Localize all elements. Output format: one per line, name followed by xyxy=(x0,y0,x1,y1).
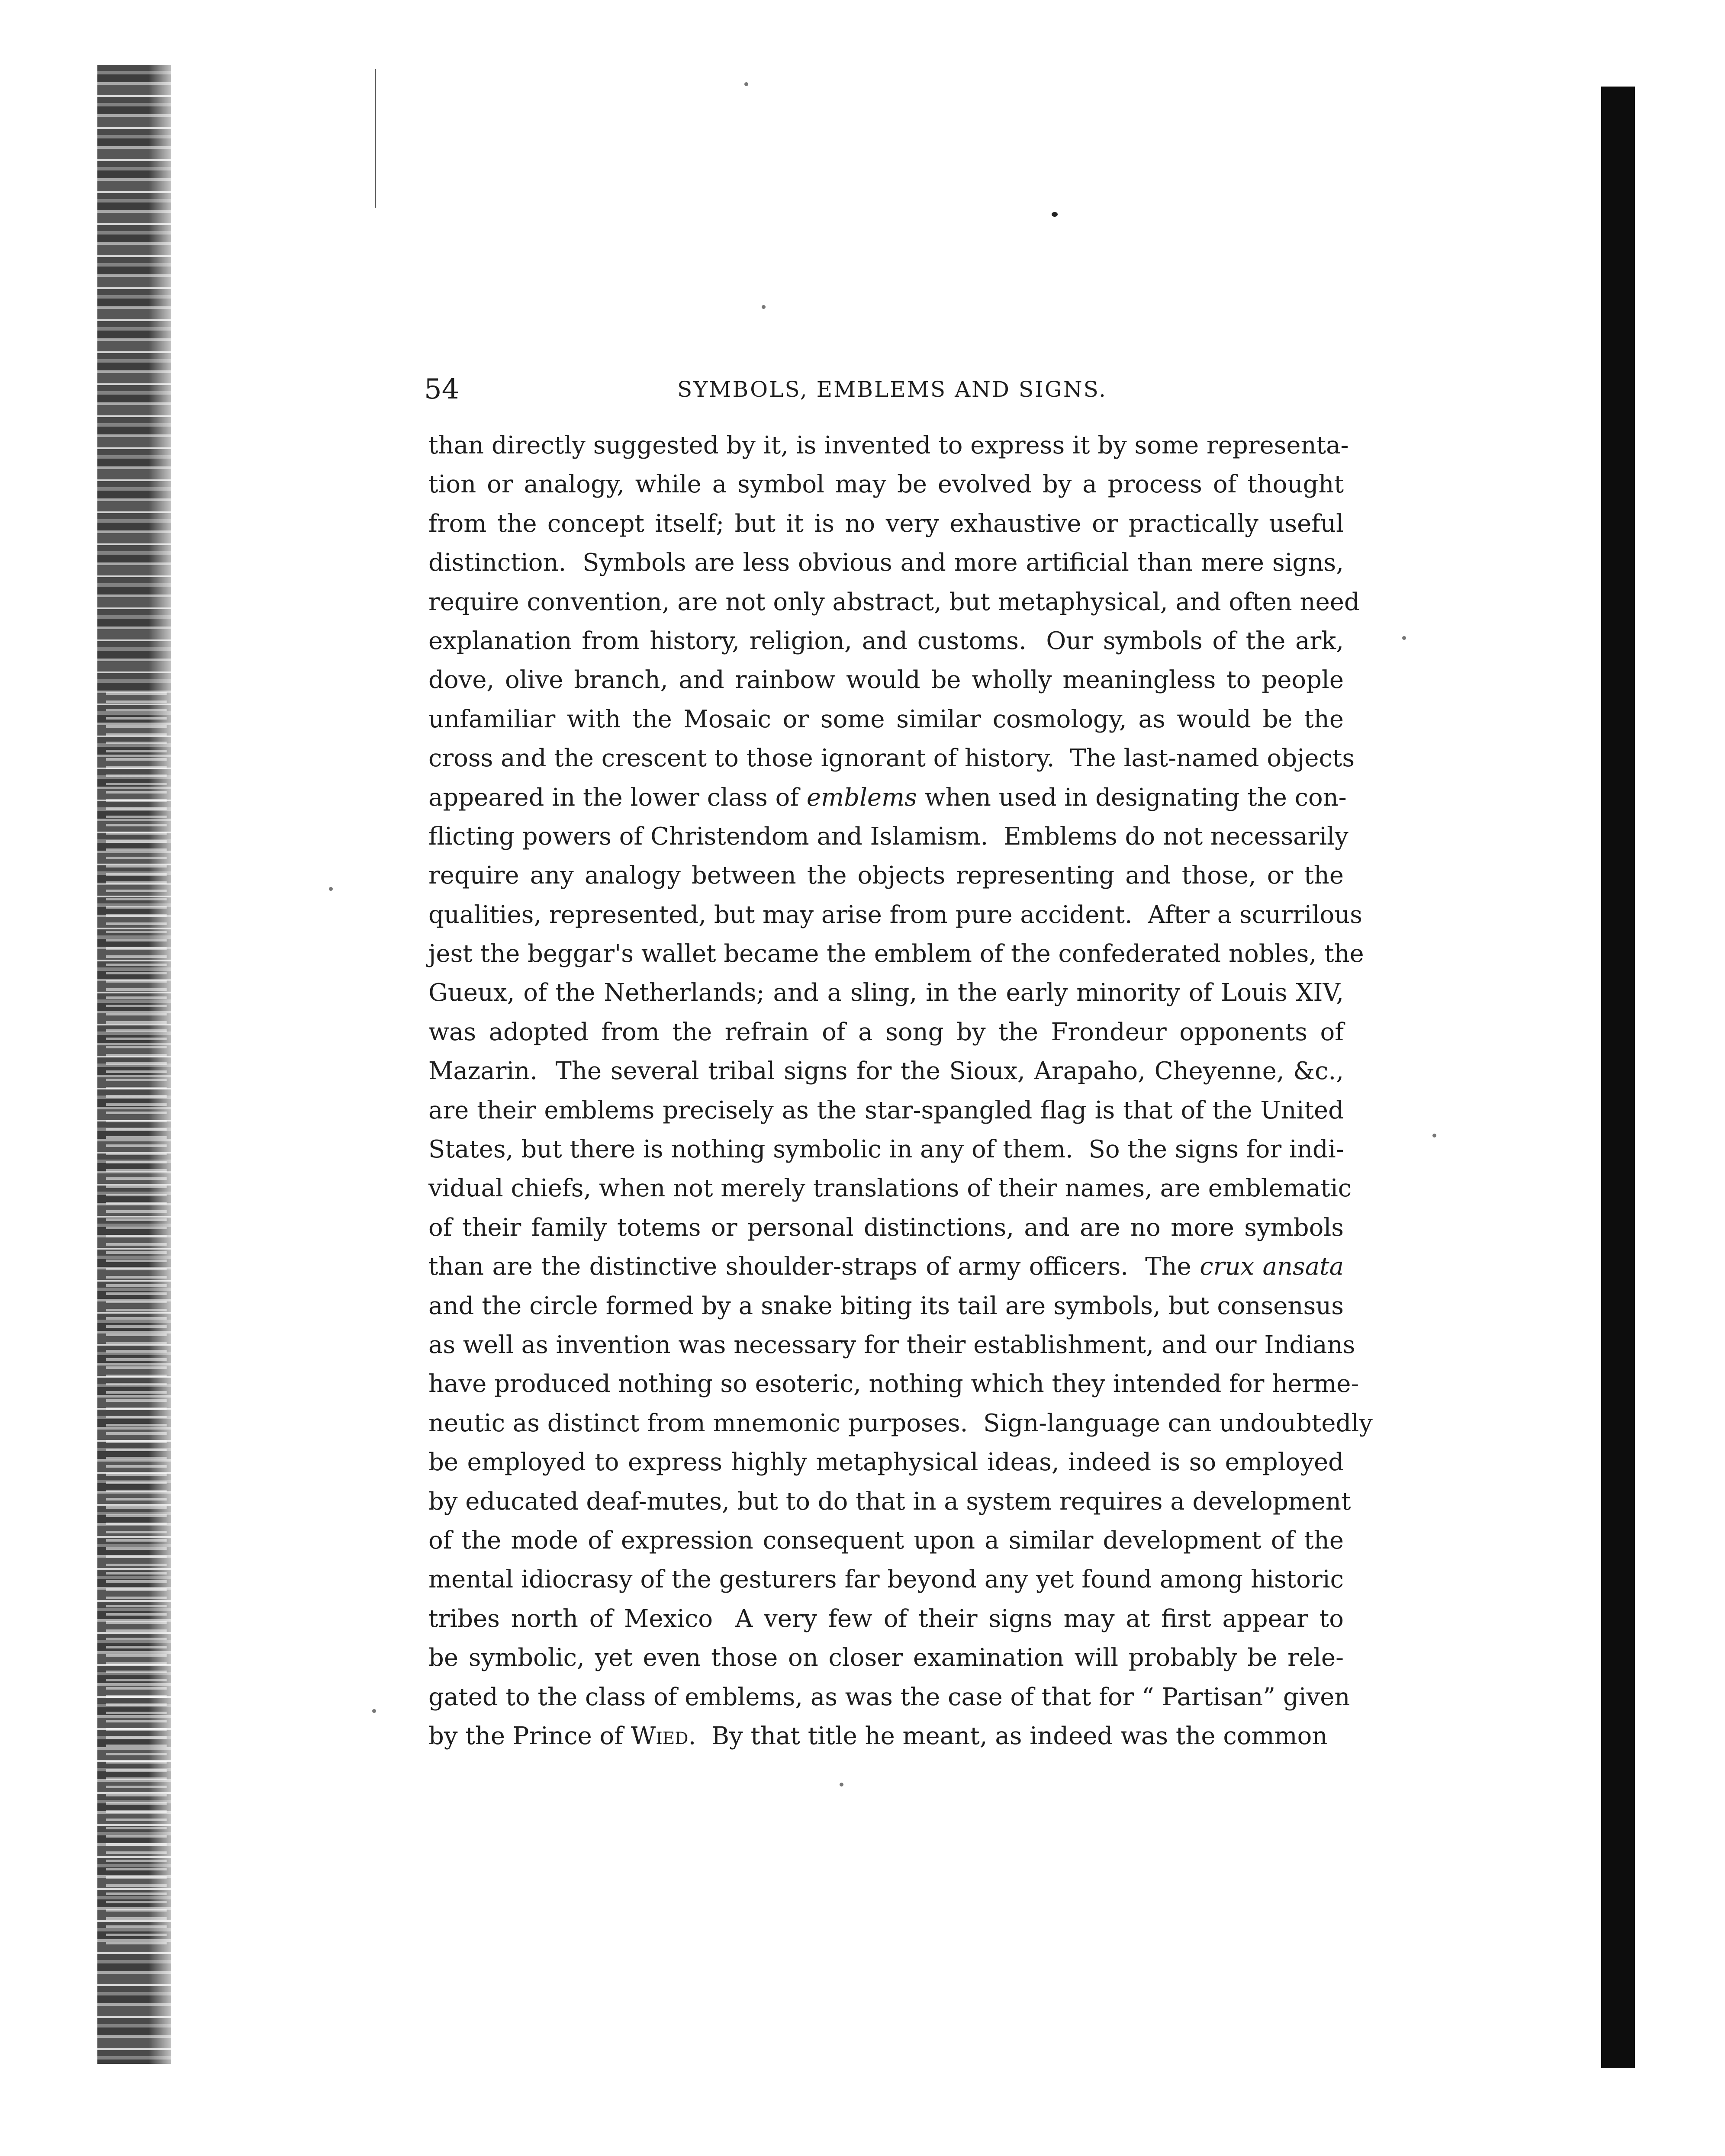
line-fragment: Mazarin. The several tribal signs for the Sioux, Arapaho, Cheyenne, &c., xyxy=(428,1057,1344,1086)
text-line xyxy=(428,1052,1344,1091)
line-fragment: have produced nothing so esoteric, nothing which they intended for herme- xyxy=(428,1370,1359,1398)
line-fragment: qualities, represented, but may arise from pure accident. After a scurrilous xyxy=(428,900,1362,929)
page-number: 54 xyxy=(424,373,460,405)
line-fragment: be symbolic, yet even those on closer examination will probably be rele- xyxy=(428,1644,1344,1672)
text-line xyxy=(428,1208,1344,1247)
scan-speck xyxy=(329,887,333,891)
text-line xyxy=(428,739,1355,778)
text-line xyxy=(428,1091,1344,1130)
margin-pencil-line xyxy=(375,69,376,208)
scan-speck xyxy=(762,305,766,309)
text-line xyxy=(428,1169,1352,1208)
text-line xyxy=(428,661,1344,700)
text-line xyxy=(428,426,1349,465)
line-fragment: than are the distinctive shoulder-straps of army officers. The xyxy=(428,1253,1200,1281)
line-fragment: require any analogy between the objects representing and those, or the xyxy=(428,861,1344,890)
italic-term: crux ansata xyxy=(1200,1253,1344,1281)
scan-speck xyxy=(1402,636,1406,640)
text-line xyxy=(428,817,1348,856)
line-fragment: by educated deaf-mutes, but to do that in a system requires a development xyxy=(428,1487,1351,1516)
text-line xyxy=(428,1130,1344,1169)
scan-speck xyxy=(1052,212,1058,217)
line-fragment: dove, olive branch, and rainbow would be wholly meaningless to people xyxy=(428,666,1344,694)
line-fragment: . By that title he meant, as indeed was the common xyxy=(688,1722,1328,1750)
text-line xyxy=(428,1247,1344,1286)
text-line xyxy=(428,583,1360,622)
body-text xyxy=(428,426,1373,1756)
line-fragment: vidual chiefs, when not merely translations of their names, are emblematic xyxy=(428,1174,1352,1203)
text-line xyxy=(428,1482,1351,1521)
line-fragment: tion or analogy, while a symbol may be evolved by a process of thought xyxy=(428,470,1344,499)
line-fragment: neutic as distinct from mnemonic purposes. Sign-language can undoubtedly xyxy=(428,1409,1373,1437)
text-line xyxy=(428,1600,1344,1639)
line-fragment: mental idiocrasy of the gesturers far beyond any yet found among historic xyxy=(428,1565,1344,1594)
scan-speck xyxy=(372,1709,376,1713)
text-line xyxy=(428,935,1364,974)
line-fragment: when used in designating the con- xyxy=(917,783,1347,812)
text-line xyxy=(428,778,1347,817)
line-fragment: jest the beggar's wallet became the emblem of the confederated nobles, the xyxy=(428,940,1364,968)
text-line xyxy=(428,543,1344,582)
line-fragment: by the Prince of xyxy=(428,1722,631,1750)
line-fragment: States, but there is nothing symbolic in any of them. So the signs for indi- xyxy=(428,1135,1344,1164)
right-binding-strip xyxy=(1601,87,1635,2068)
line-fragment: unfamiliar with the Mosaic or some similar cosmology, as would be the xyxy=(428,705,1344,733)
text-line xyxy=(428,465,1344,504)
text-line xyxy=(428,856,1344,895)
text-line xyxy=(428,1404,1373,1443)
line-fragment: Gueux, of the Netherlands; and a sling, in the early minority of Louis XIV, xyxy=(428,979,1344,1007)
text-line xyxy=(428,1560,1344,1599)
line-fragment: are their emblems precisely as the star-spangled flag is that of the United xyxy=(428,1096,1344,1125)
text-line xyxy=(428,1443,1344,1482)
line-fragment: cross and the crescent to those ignorant of history. The last-named objects xyxy=(428,744,1355,773)
text-line xyxy=(428,700,1344,739)
line-fragment: and the circle formed by a snake biting its tail are symbols, but consensus xyxy=(428,1292,1344,1320)
line-fragment: flicting powers of Christendom and Islamism. Emblems do not necessarily xyxy=(428,822,1348,851)
text-line xyxy=(428,1521,1344,1560)
scan-speck xyxy=(1432,1134,1436,1137)
text-line xyxy=(428,1326,1355,1365)
text-line xyxy=(428,974,1344,1012)
line-fragment: tribes north of Mexico A very few of their signs may at first appear to xyxy=(428,1604,1344,1633)
page-header xyxy=(424,366,1350,413)
scan-speck xyxy=(840,1783,843,1786)
text-line xyxy=(428,1287,1344,1326)
text-line xyxy=(428,1013,1344,1052)
text-line xyxy=(428,1717,1344,1756)
text-line xyxy=(428,504,1344,543)
line-fragment: of the mode of expression consequent upon a similar development of the xyxy=(428,1526,1344,1555)
small-caps-name: Wied xyxy=(631,1722,689,1750)
text-line xyxy=(428,1678,1350,1717)
line-fragment: explanation from history, religion, and customs. Our symbols of the ark, xyxy=(428,627,1344,655)
line-fragment: distinction. Symbols are less obvious and more artificial than mere signs, xyxy=(428,549,1344,577)
line-fragment: from the concept itself; but it is no very exhaustive or practically useful xyxy=(428,509,1344,538)
line-fragment: was adopted from the refrain of a song by the Frondeur opponents of xyxy=(428,1018,1344,1046)
line-fragment: be employed to express highly metaphysical ideas, indeed is so employed xyxy=(428,1448,1344,1477)
line-fragment: as well as invention was necessary for their establishment, and our Indians xyxy=(428,1330,1355,1359)
line-fragment: gated to the class of emblems, as was the case of that for “ Partisan” given xyxy=(428,1683,1350,1711)
left-binding-scan-noise xyxy=(106,692,167,1947)
text-line xyxy=(428,1639,1344,1677)
line-fragment: of their family totems or personal distinctions, and are no more symbols xyxy=(428,1213,1344,1242)
text-line xyxy=(428,1365,1359,1404)
scan-speck xyxy=(744,82,748,86)
line-fragment: than directly suggested by it, is invented to express it by some representa- xyxy=(428,431,1349,459)
line-fragment: appeared in the lower class of xyxy=(428,783,807,812)
italic-term: emblems xyxy=(806,783,917,812)
text-line xyxy=(428,622,1344,661)
running-head: SYMBOLS, EMBLEMS AND SIGNS. xyxy=(677,377,1107,402)
line-fragment: require convention, are not only abstract, but metaphysical, and often need xyxy=(428,588,1360,616)
text-line xyxy=(428,896,1362,935)
